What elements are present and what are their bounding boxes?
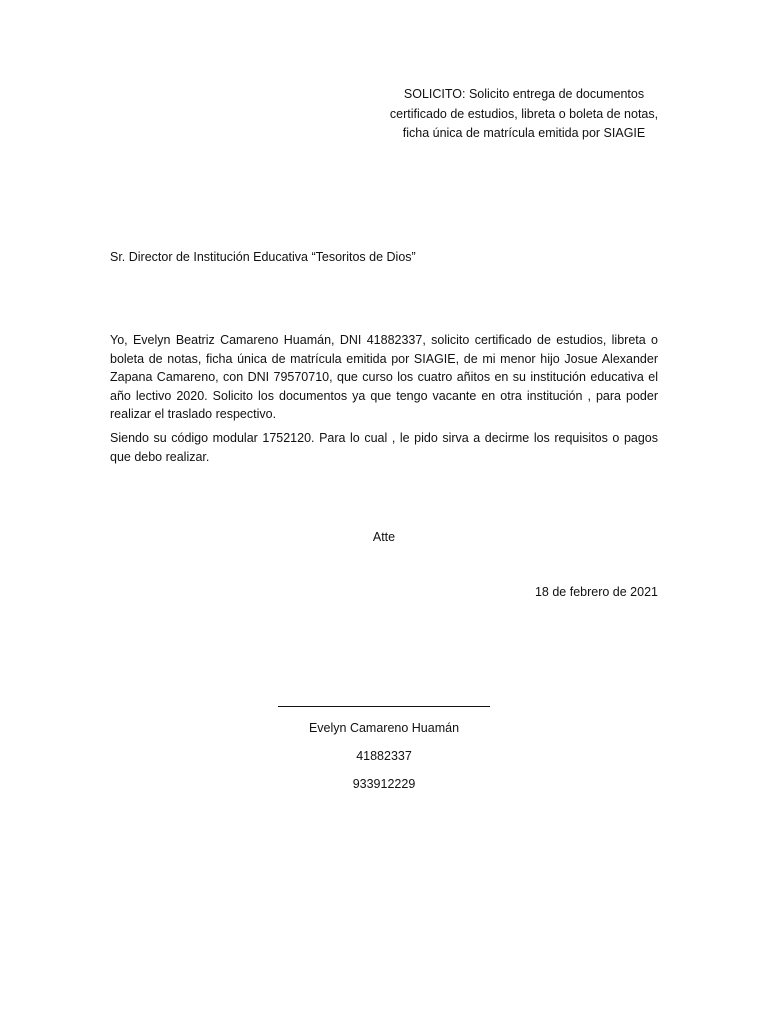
signatory-dni: 41882337 xyxy=(356,749,412,763)
body-paragraph-requirements: Siendo su código modular 1752120. Para lo cual , le pido sirva a decirme los requisitos o pagos que debo realizar. xyxy=(110,431,658,464)
subject-heading: SOLICITO: Solicito entrega de documentos certificado de estudios, libreta o boleta de notas, ficha única de matrícula emitida por SIAGIE xyxy=(389,87,659,140)
signature-line xyxy=(278,706,490,707)
body-paragraph-request: Yo, Evelyn Beatriz Camareno Huamán, DNI 41882337, solicito certificado de estudios, libreta o boleta de notas, ficha única de matrícula emitida por SIAGIE, de mi menor hijo Josue Alexander Zapana Camareno, con DNI 79570710, que curso los cuatro añitos en su institución educativa el año lectivo 2020. Solicito los documentos ya que tengo vacante en otra institución , para poder realizar el traslado respectivo. xyxy=(110,333,658,422)
closing: Atte xyxy=(372,530,396,544)
signatory-phone: 933912229 xyxy=(352,777,416,791)
letter-date: 18 de febrero de 2021 xyxy=(534,585,658,599)
addressee: Sr. Director de Institución Educativa “Tesoritos de Dios” xyxy=(110,250,416,264)
signatory-name: Evelyn Camareno Huamán xyxy=(308,721,460,735)
